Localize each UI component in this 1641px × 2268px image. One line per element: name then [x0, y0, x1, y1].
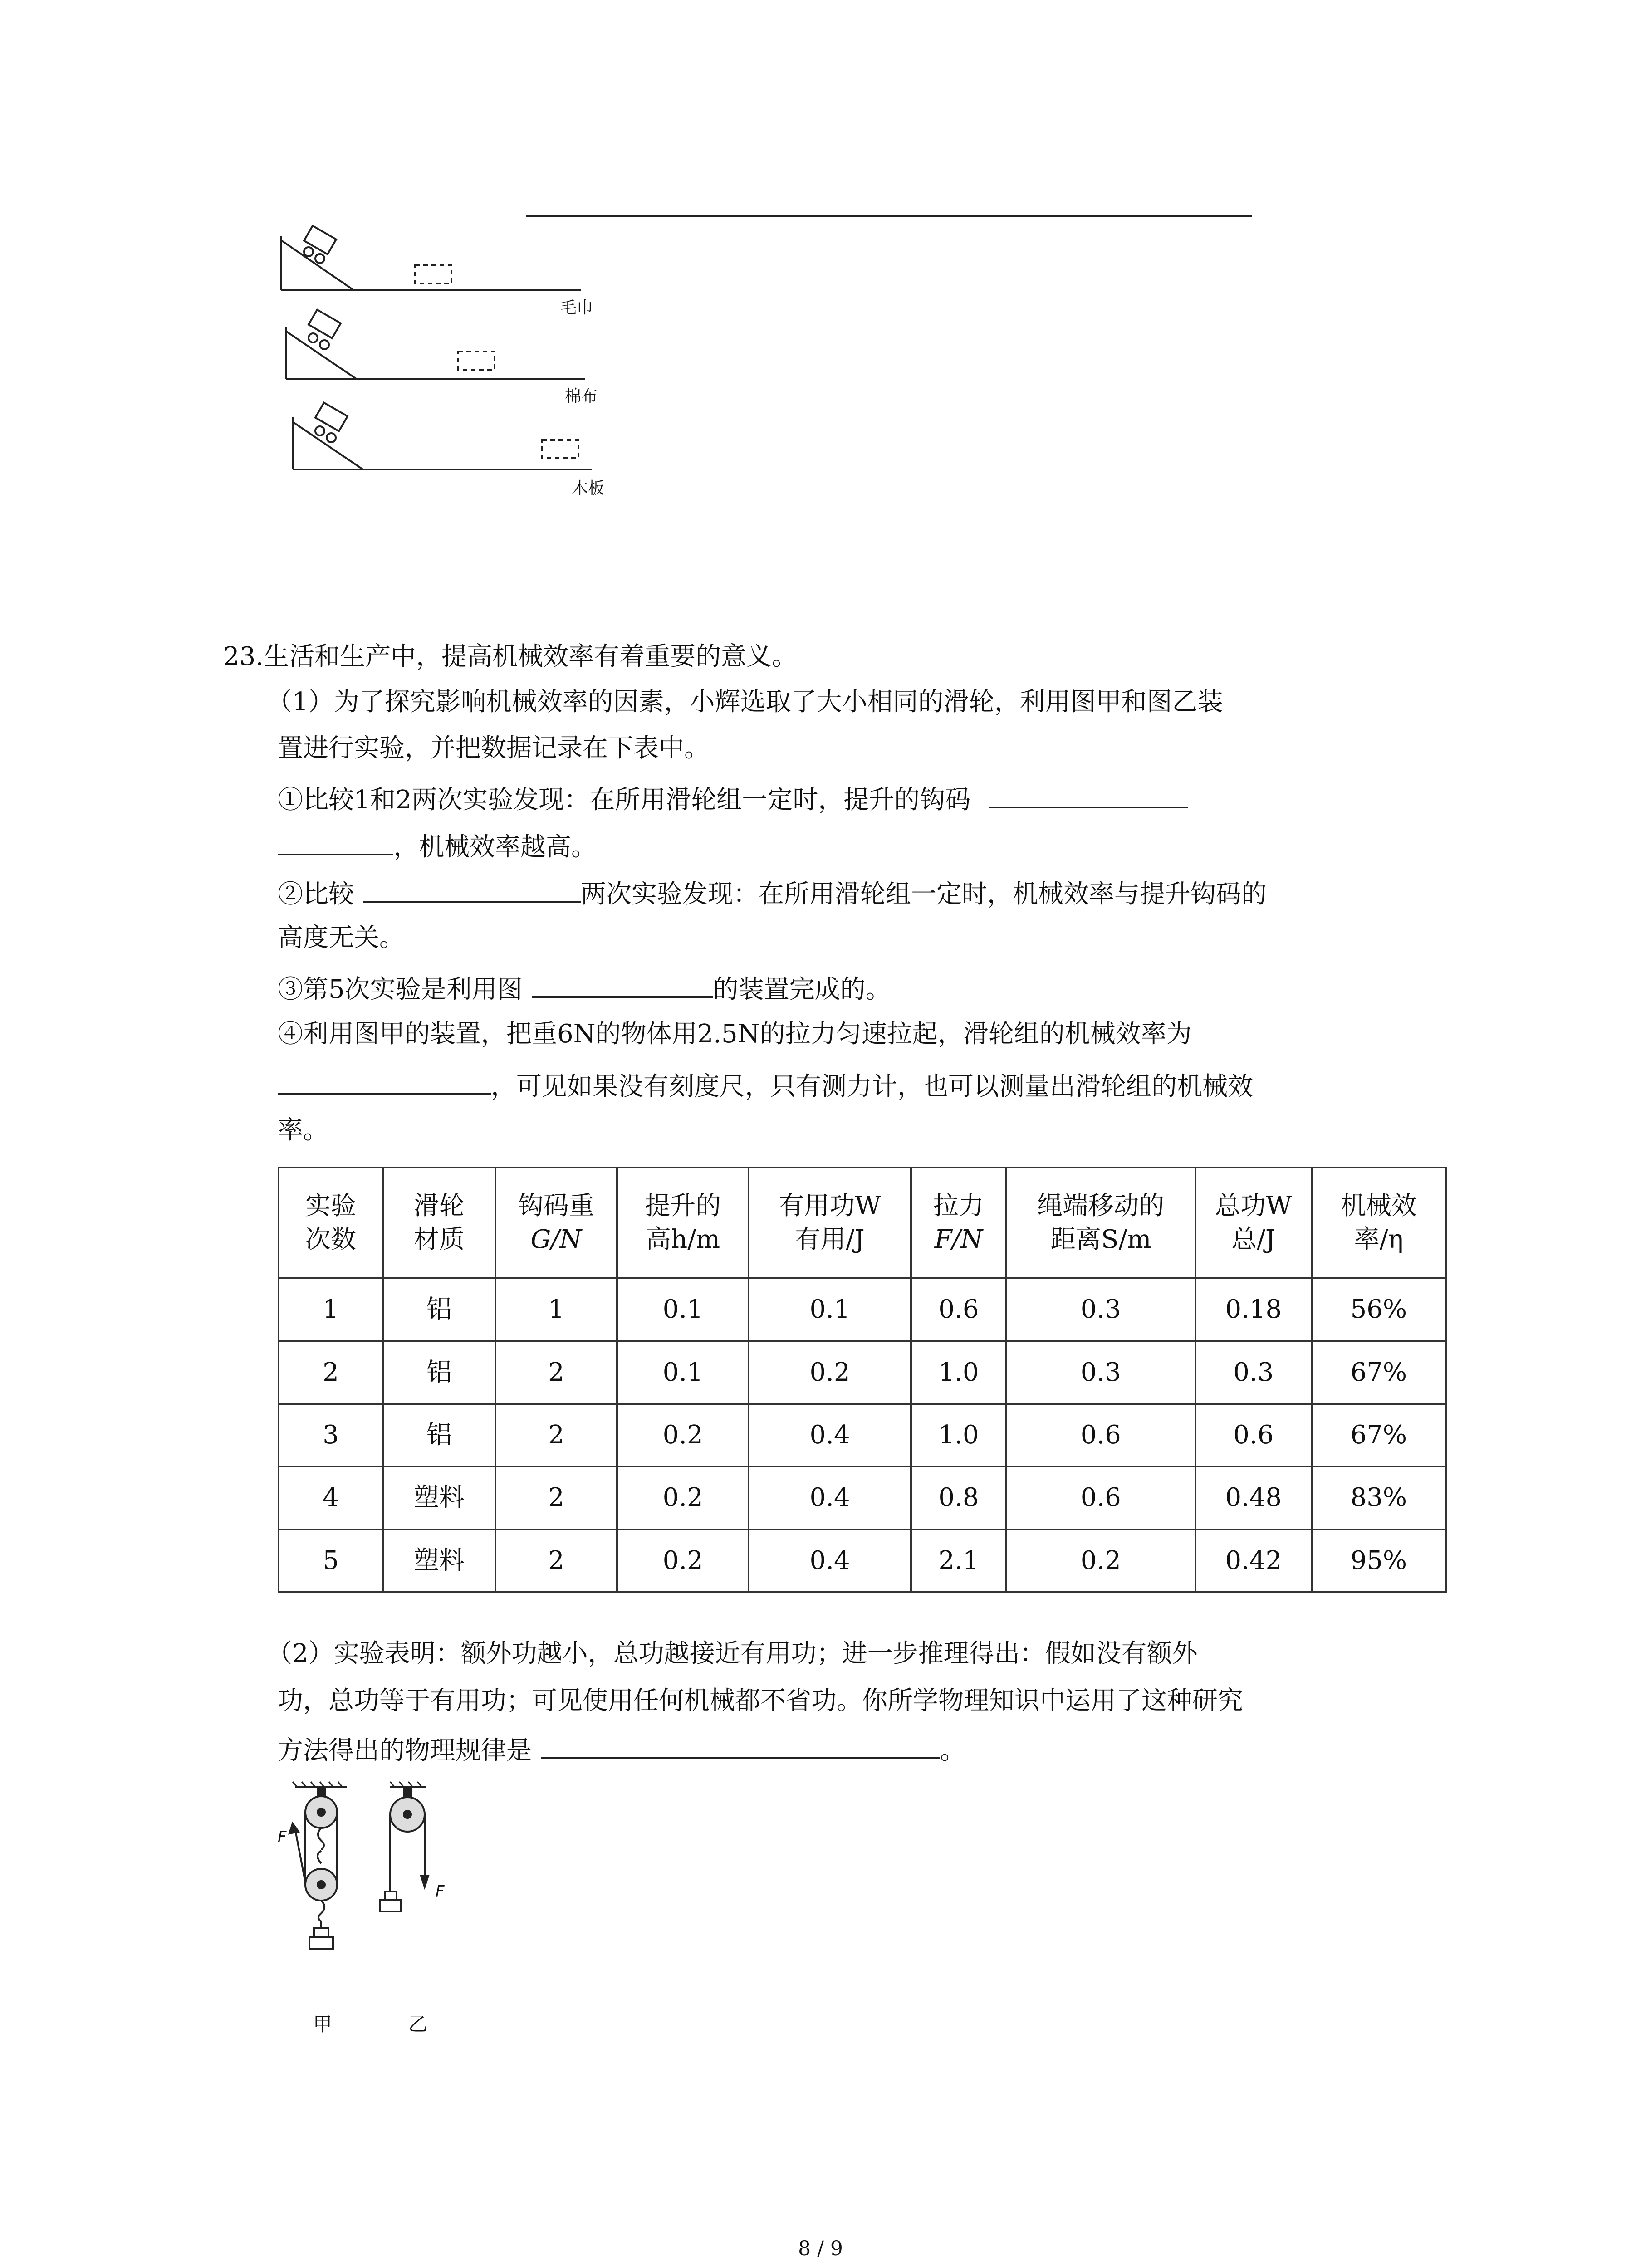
question-stem: 生活和生产中，提高机械效率有着重要的意义。 — [264, 642, 798, 671]
part1-line2: 置进行实验，并把数据记录在下表中。 — [278, 733, 710, 763]
cell: 0.6 — [1006, 1404, 1195, 1466]
sub3-text-a: ③第5次实验是利用图 — [278, 975, 523, 1004]
experiment-table — [278, 1167, 1447, 1593]
cell: 0.4 — [749, 1466, 911, 1529]
cell: 1 — [279, 1278, 383, 1341]
cell: 0.2 — [617, 1466, 749, 1529]
question-stem-line — [223, 639, 797, 675]
table-row — [279, 1278, 1446, 1341]
sub1-text-a: ①比较1和2两次实验发现：在所用滑轮组一定时，提升的钩码 — [278, 785, 971, 815]
cell: 0.1 — [617, 1278, 749, 1341]
question-number: 23. — [223, 642, 264, 671]
answer-blank-3[interactable] — [532, 969, 713, 998]
cell: 0.6 — [1006, 1466, 1195, 1529]
answer-blank-part2[interactable] — [541, 1730, 940, 1759]
part2-line3 — [278, 1730, 965, 1769]
incline-figure — [272, 222, 626, 513]
cell: 0.8 — [911, 1466, 1006, 1529]
cell: 0.42 — [1195, 1530, 1312, 1592]
force-label-yi: F — [436, 1882, 445, 1901]
label-board: 木板 — [572, 479, 605, 498]
header-efficiency: 机械效 率/η — [1312, 1168, 1446, 1278]
cell: 0.3 — [1006, 1278, 1195, 1341]
cell: 铝 — [383, 1404, 495, 1466]
sub2-line2: 高度无关。 — [278, 923, 405, 953]
pulley-figure — [272, 1778, 490, 2032]
sub4-line3: 率。 — [278, 1115, 328, 1145]
cell: 2 — [495, 1466, 617, 1529]
answer-blank-1b[interactable] — [278, 826, 393, 855]
table-row — [279, 1404, 1446, 1466]
sub2-line1 — [278, 874, 1267, 913]
label-cotton: 棉布 — [565, 387, 598, 406]
cell: 56% — [1312, 1278, 1446, 1341]
sub1-line2 — [278, 826, 597, 865]
cell: 0.6 — [1195, 1404, 1312, 1466]
cell: 1 — [495, 1278, 617, 1341]
cell: 0.3 — [1006, 1341, 1195, 1403]
cell: 1.0 — [911, 1404, 1006, 1466]
cell: 0.18 — [1195, 1278, 1312, 1341]
header-material: 滑轮 材质 — [383, 1168, 495, 1278]
cell: 5 — [279, 1530, 383, 1592]
cell: 67% — [1312, 1404, 1446, 1466]
answer-blank-2[interactable] — [363, 874, 581, 903]
cell: 0.3 — [1195, 1341, 1312, 1403]
table-row — [279, 1466, 1446, 1529]
cell: 0.2 — [749, 1341, 911, 1403]
part2-text-b: 。 — [940, 1736, 965, 1765]
label-towel: 毛巾 — [560, 298, 593, 317]
cell: 83% — [1312, 1466, 1446, 1529]
sub1-line1 — [278, 779, 1188, 818]
cell: 2.1 — [911, 1530, 1006, 1592]
part2-text-a: 方法得出的物理规律是 — [278, 1736, 532, 1765]
cell: 2 — [495, 1341, 617, 1403]
sub3-text-b: 的装置完成的。 — [713, 975, 891, 1004]
header-total-work: 总功W 总/J — [1195, 1168, 1312, 1278]
header-trial: 实验 次数 — [279, 1168, 383, 1278]
cell: 0.4 — [749, 1530, 911, 1592]
header-force: 拉力 F/N — [911, 1168, 1006, 1278]
cell: 2 — [495, 1530, 617, 1592]
cell: 0.1 — [749, 1278, 911, 1341]
sub2-text-a: ②比较 — [278, 880, 354, 909]
header-height: 提升的 高h/m — [617, 1168, 749, 1278]
cell: 0.4 — [749, 1404, 911, 1466]
cell: 95% — [1312, 1530, 1446, 1592]
sub2-text-b: 两次实验发现：在所用滑轮组一定时，机械效率与提升钩码的 — [581, 880, 1267, 909]
cell: 0.2 — [617, 1530, 749, 1592]
sub4-line2 — [278, 1066, 1253, 1105]
cell: 铝 — [383, 1341, 495, 1403]
answer-blank-4[interactable] — [278, 1066, 491, 1095]
sub1-text-b: ，机械效率越高。 — [393, 832, 597, 862]
table-row — [279, 1530, 1446, 1592]
figure-label-yi: 乙 — [408, 2013, 428, 2035]
cell: 2 — [279, 1341, 383, 1403]
page-number: 8 / 9 — [798, 2237, 843, 2260]
cell: 4 — [279, 1466, 383, 1529]
cell: 0.1 — [617, 1341, 749, 1403]
cell: 0.6 — [911, 1278, 1006, 1341]
cell: 2 — [495, 1404, 617, 1466]
part2-line1: （2）实验表明：额外功越小，总功越接近有用功；进一步推理得出：假如没有额外 — [267, 1639, 1198, 1668]
header-useful-work: 有用功W 有用/J — [749, 1168, 911, 1278]
cell: 3 — [279, 1404, 383, 1466]
cell: 0.48 — [1195, 1466, 1312, 1529]
cell: 塑料 — [383, 1466, 495, 1529]
answer-line-top — [526, 215, 1252, 217]
cell: 0.2 — [1006, 1530, 1195, 1592]
sub4-line1: ④利用图甲的装置，把重6N的物体用2.5N的拉力匀速拉起，滑轮组的机械效率为 — [278, 1019, 1192, 1049]
table-row — [279, 1341, 1446, 1403]
sub3-line — [278, 969, 891, 1008]
cell: 67% — [1312, 1341, 1446, 1403]
part2-line2: 功，总功等于有用功；可见使用任何机械都不省功。你所学物理知识中运用了这种研究 — [278, 1686, 1243, 1716]
figure-label-jia: 甲 — [313, 2013, 333, 2035]
cell: 1.0 — [911, 1341, 1006, 1403]
header-weight: 钩码重 G/N — [495, 1168, 617, 1278]
cell: 塑料 — [383, 1530, 495, 1592]
cell: 铝 — [383, 1278, 495, 1341]
sub4-text-b: ，可见如果没有刻度尺，只有测力计，也可以测量出滑轮组的机械效 — [491, 1072, 1253, 1101]
cell: 0.2 — [617, 1404, 749, 1466]
force-label-jia: F — [278, 1828, 287, 1846]
header-distance: 绳端移动的 距离S/m — [1006, 1168, 1195, 1278]
table-header-row — [279, 1168, 1446, 1278]
part1-line1: （1）为了探究影响机械效率的因素，小辉选取了大小相同的滑轮，利用图甲和图乙装 — [267, 687, 1223, 717]
answer-blank-1a[interactable] — [989, 779, 1188, 808]
